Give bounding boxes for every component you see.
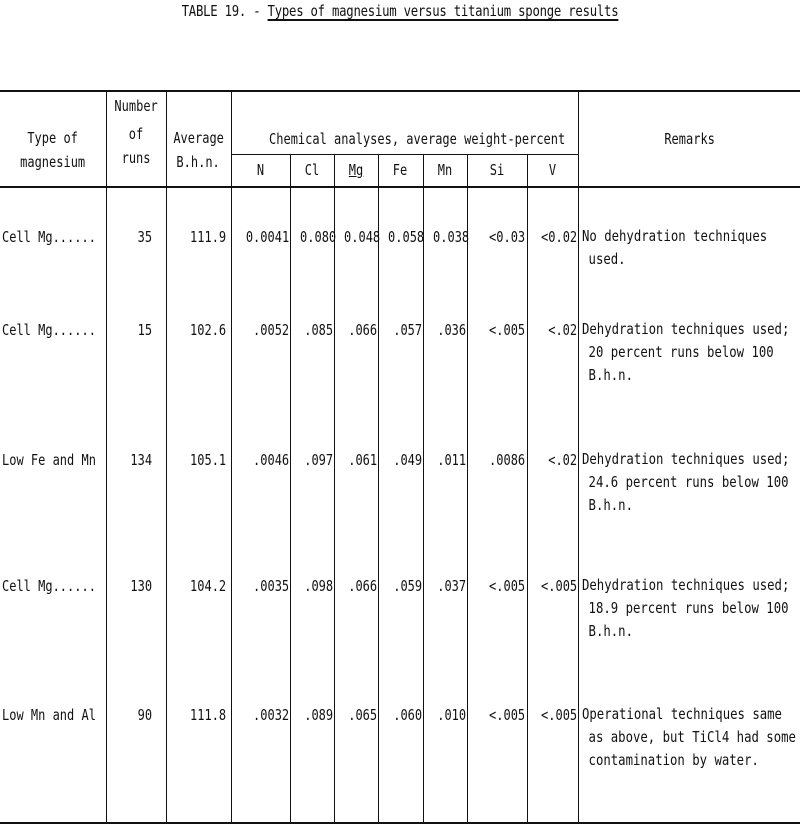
cell-remarks (582, 318, 800, 387)
cell-bhn: 111.8 (189, 706, 226, 724)
header-remarks: Remarks (664, 130, 715, 148)
remark-line: Dehydration techniques used; (582, 576, 790, 594)
cell-value-cl: .098 (304, 577, 333, 595)
cell-value-fe: .060 (393, 706, 422, 724)
cell-value-n: .0052 (252, 321, 289, 339)
header-el-mn: Mn (437, 161, 453, 179)
remark-line: B.h.n. (588, 366, 633, 384)
cell-bhn: 111.9 (189, 228, 226, 246)
table-caption: Types of magnesium versus titanium sponge results (267, 2, 619, 20)
remark-line: 24.6 percent runs below 100 (588, 473, 789, 491)
cell-value-si: <.005 (488, 706, 525, 724)
cell-value-fe: .049 (393, 451, 422, 469)
cell-value-mg: .061 (348, 451, 377, 469)
remark-line: No dehydration techniques (582, 227, 768, 245)
remark-line: Dehydration techniques used; (582, 320, 790, 338)
header-runs: Number of runs (114, 97, 158, 167)
top-rule (0, 90, 800, 92)
cell-bhn: 102.6 (189, 321, 226, 339)
cell-runs: 134 (130, 451, 152, 469)
cell-value-v: <.005 (540, 706, 577, 724)
cell-value-v: <.005 (540, 577, 577, 595)
table-number: TABLE 19. - (181, 2, 261, 20)
remark-line: B.h.n. (588, 622, 633, 640)
cell-remarks (582, 225, 800, 271)
header-el-cl: Cl (304, 161, 320, 179)
header-el-fe: Fe (393, 161, 408, 179)
cell-value-fe: .059 (393, 577, 422, 595)
cell-value-mn: .010 (437, 706, 466, 724)
cell-bhn: 105.1 (189, 451, 226, 469)
header-el-mg: Mg (348, 161, 364, 179)
header-el-v: V (548, 161, 557, 179)
remark-line: 20 percent runs below 100 (588, 343, 774, 361)
cell-value-v: <.02 (548, 451, 577, 469)
bottom-rule (0, 822, 800, 824)
cell-runs: 90 (137, 706, 152, 724)
header-bottom-rule (0, 186, 800, 188)
cell-type: Cell Mg...... (2, 577, 96, 595)
cell-type: Low Fe and Mn (2, 451, 96, 469)
remark-line: Operational techniques same (582, 705, 782, 723)
cell-type: Low Mn and Al (2, 706, 96, 724)
cell-value-mn: .011 (437, 451, 466, 469)
cell-value-cl: .097 (304, 451, 333, 469)
cell-value-mn: .037 (437, 577, 466, 595)
cell-type: Cell Mg...... (2, 321, 96, 339)
header-el-si: Si (489, 161, 505, 179)
header-chemical: Chemical analyses, average weight-percent (269, 130, 566, 148)
cell-value-mg: .066 (348, 321, 377, 339)
cell-value-si: .0086 (488, 451, 525, 469)
cell-value-si: <.005 (488, 321, 525, 339)
header-bhn: Average B.h.n. (173, 129, 224, 171)
cell-runs: 15 (137, 321, 152, 339)
cell-value-mn: 0.038 (433, 228, 470, 246)
remark-line: B.h.n. (588, 496, 633, 514)
cell-value-cl: 0.080 (300, 228, 337, 246)
remark-line: as above, but TiCl4 had some (588, 728, 796, 746)
cell-value-fe: .057 (393, 321, 422, 339)
remark-line: 18.9 percent runs below 100 (588, 599, 789, 617)
cell-value-n: .0032 (252, 706, 289, 724)
remark-line: used. (588, 250, 626, 268)
cell-value-n: .0046 (252, 451, 289, 469)
cell-value-fe: 0.058 (388, 228, 425, 246)
cell-runs: 130 (130, 577, 152, 595)
cell-value-v: <0.02 (540, 228, 577, 246)
cell-value-n: .0035 (252, 577, 289, 595)
cell-value-mn: .036 (437, 321, 466, 339)
cell-runs: 35 (137, 228, 152, 246)
cell-value-v: <.02 (548, 321, 577, 339)
cell-value-si: <.005 (488, 577, 525, 595)
col-divider (231, 90, 232, 822)
cell-remarks (582, 574, 800, 643)
cell-value-mg: 0.048 (344, 228, 381, 246)
cell-remarks (582, 703, 800, 772)
col-divider (578, 90, 579, 822)
remark-line: contamination by water. (588, 751, 759, 769)
remark-line: Dehydration techniques used; (582, 450, 790, 468)
header-type: Type of magnesium (20, 129, 86, 171)
cell-value-n: 0.0041 (245, 228, 289, 246)
cell-value-si: <0.03 (488, 228, 525, 246)
cell-value-mg: .065 (348, 706, 377, 724)
cell-value-cl: .089 (304, 706, 333, 724)
cell-bhn: 104.2 (189, 577, 226, 595)
cell-value-mg: .066 (348, 577, 377, 595)
cell-type: Cell Mg...... (2, 228, 96, 246)
header-el-n: N (256, 161, 265, 179)
cell-remarks (582, 448, 800, 517)
table-title (72, 2, 728, 20)
cell-value-cl: .085 (304, 321, 333, 339)
